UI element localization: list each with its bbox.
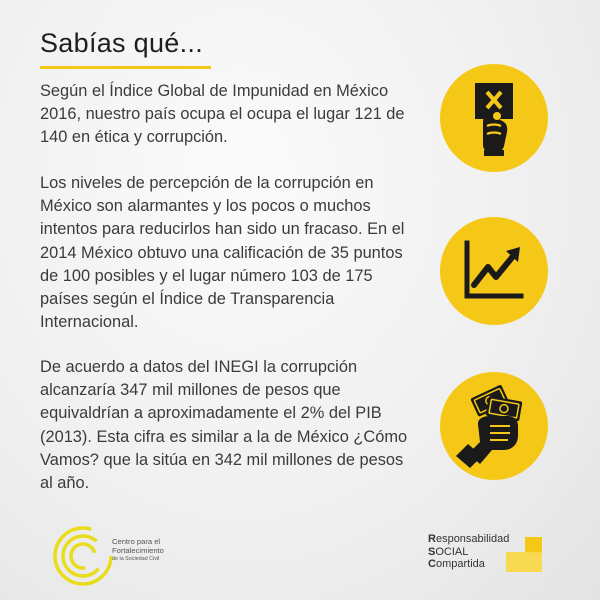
chart-circle (440, 217, 548, 325)
rsc-line-responsabilidad (428, 533, 509, 546)
rising-chart-icon (440, 217, 548, 325)
money-hand-icon (440, 372, 548, 480)
money-circle (440, 372, 548, 480)
rsc-s-rest: OCIAL (435, 545, 469, 558)
ballot-hand-icon (440, 64, 548, 172)
rsc-r-rest: esponsabilidad (435, 533, 510, 545)
rsc-c-rest: ompartida (435, 558, 485, 570)
rsc-logo-text (428, 533, 509, 571)
ballot-circle (440, 64, 548, 172)
rsc-r-initial: R (428, 533, 436, 545)
paragraph-perception: Los niveles de percepción de la corrupción en México son alarmantes y los pocos o muchos intentos para reducirlos han sido un fracaso. En el 2014 México obtuvo una calificación de 35 puntos de 100 posibles y el lugar número 103 de 175 países según el Índice de Transparencia Internacional. (40, 174, 405, 332)
rsc-logo-square-large (506, 552, 542, 572)
paragraph-inegi: De acuerdo a datos del INEGI la corrupción alcanzaría 347 mil millones de pesos que equivaldrían a aproximadamente el 2% del PIB (2013). Esta cifra es similar a la de México ¿Cómo Vamos? que la sitúa en 342 mil millones de pesos al año. (40, 358, 408, 493)
rsc-line-compartida (428, 558, 509, 571)
rsc-s-initial: S (428, 545, 436, 558)
org-line-3: de la Sociedad Civil (112, 556, 160, 562)
org-name-left (112, 537, 164, 564)
title-underline (40, 66, 211, 69)
page-title: Sabías qué... (40, 28, 204, 58)
rsc-line-social (428, 546, 509, 559)
org-line-1: Centro para el (112, 537, 161, 546)
rsc-c-initial: C (428, 558, 436, 570)
paragraph-impunity: Según el Índice Global de Impunidad en México 2016, nuestro país ocupa el ocupa el lugar 121 de 140 en ética y corrupción. (40, 82, 405, 147)
fortalecimiento-logo-icon (52, 525, 114, 587)
org-line-2: Fortalecimiento (112, 546, 164, 555)
